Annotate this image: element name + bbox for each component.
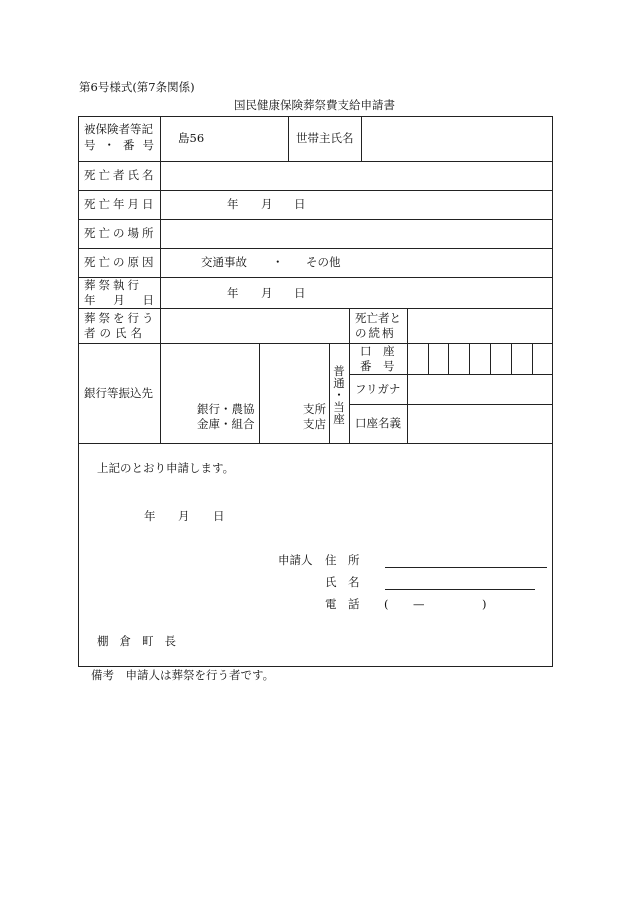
col-divider [288, 116, 289, 161]
cause-traffic-accident[interactable]: 交通事故 [201, 255, 247, 269]
application-date-year: 年 [144, 509, 156, 523]
account-number-label-line2: 番 号 [360, 359, 395, 373]
relationship-label: 死亡者と [355, 311, 401, 325]
mayor-addressee: 棚倉町長 [97, 634, 187, 648]
funeral-date-month: 月 [261, 286, 273, 300]
bank-type-line1: 銀行・農協 [197, 402, 255, 416]
applicant-label: 申請人 [278, 553, 313, 567]
death-date-day: 日 [294, 197, 306, 211]
branch-line1: 支所 [303, 402, 326, 416]
application-date-month: 月 [178, 509, 190, 523]
col-divider [361, 116, 362, 161]
form-title: 国民健康保険葬祭費支給申請書 [234, 98, 395, 112]
death-date-month: 月 [261, 197, 273, 211]
bank-transfer-label: 銀行等振込先 [84, 386, 153, 400]
death-place-label: 死亡の場所 [84, 226, 157, 240]
col-divider [259, 343, 260, 443]
digit-box-divider [511, 343, 512, 374]
application-date-day: 日 [213, 509, 225, 523]
funeral-date-label: 葬祭執行 [84, 278, 142, 292]
row-divider [78, 443, 553, 444]
deceased-name-label: 死亡者氏名 [84, 168, 157, 182]
form-number: 第6号様式(第7条関係) [79, 80, 195, 94]
death-date-label: 死亡年月日 [84, 197, 157, 211]
col-divider [349, 308, 350, 443]
relationship-label-line2: の続柄 [355, 326, 396, 340]
name-field[interactable] [385, 589, 535, 590]
funeral-date-label-line2: 年 月 日 [84, 293, 154, 307]
funeral-date-year: 年 [227, 286, 239, 300]
account-holder-label: 口座名義 [355, 416, 401, 430]
phone-close-paren: ) [482, 597, 487, 611]
applicant-name-label: 氏 名 [325, 575, 360, 589]
cause-other[interactable]: その他 [306, 255, 341, 269]
digit-box-divider [428, 343, 429, 374]
label-column-divider [160, 116, 161, 443]
insured-number-label: 被保険者等記 [84, 122, 153, 136]
account-row-divider [349, 374, 553, 375]
death-date-year: 年 [227, 197, 239, 211]
insured-number-value[interactable]: 島56 [178, 131, 205, 145]
row-divider [78, 308, 553, 309]
branch-line2: 支店 [303, 417, 326, 431]
digit-box-divider [448, 343, 449, 374]
householder-name-label: 世帯主氏名 [296, 131, 354, 145]
insured-number-label-line2: 号 ・ 番 号 [84, 138, 154, 152]
col-divider [407, 308, 408, 443]
applicant-address-label: 住 所 [325, 553, 360, 567]
digit-box-divider [469, 343, 470, 374]
row-divider [78, 161, 553, 162]
furigana-label: フリガナ [355, 382, 401, 396]
declaration-text: 上記のとおり申請します。 [97, 461, 235, 475]
row-divider [78, 248, 553, 249]
digit-box-divider [490, 343, 491, 374]
funeral-person-label: 葬祭を行う [84, 311, 157, 325]
bank-type-line2: 金庫・組合 [197, 417, 255, 431]
remark-note: 備考 申請人は葬祭を行う者です。 [91, 668, 275, 682]
row-divider [78, 343, 553, 344]
row-divider [78, 219, 553, 220]
digit-box-divider [532, 343, 533, 374]
death-cause-label: 死亡の原因 [84, 255, 157, 269]
applicant-phone-label: 電 話 [325, 597, 360, 611]
cause-separator: ・ [272, 255, 284, 269]
phone-dash: — [413, 597, 425, 611]
row-divider [78, 190, 553, 191]
account-number-label: 口 座 [360, 344, 395, 358]
funeral-date-day: 日 [294, 286, 306, 300]
row-divider [78, 277, 553, 278]
phone-open-paren: ( [384, 597, 389, 611]
account-type-vertical: 普 通 ・ 当 座 [333, 364, 345, 426]
account-row-divider [349, 404, 553, 405]
funeral-person-label-line2: 者の氏名 [84, 326, 146, 340]
address-field[interactable] [385, 567, 547, 568]
col-divider [329, 343, 330, 443]
